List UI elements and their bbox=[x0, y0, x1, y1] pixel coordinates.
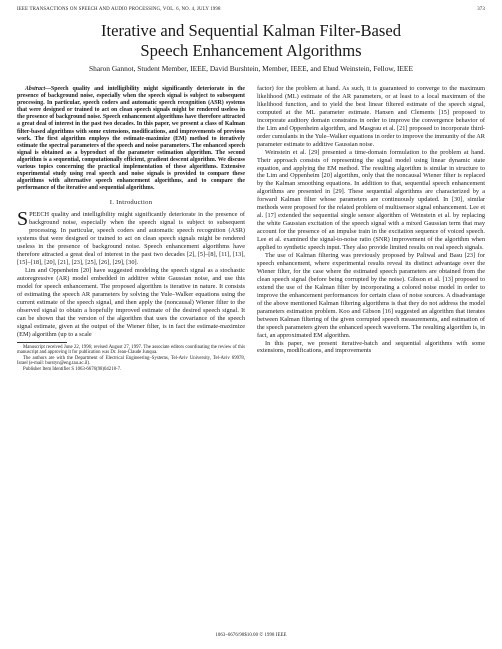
intro-paragraph-1 bbox=[17, 208, 245, 267]
footnote-divider bbox=[17, 342, 67, 343]
right-paragraph-3: The use of Kalman filtering was previously proposed by Paliwal and Basu [23] for speech enhancement, where experimental results reveal its distinct advantage over the Wiener filter, for the case where the estimated speech parameters are obtained from the clean speech signal (before being corrupted by the noise). Gibson et al. [13] proposed to extend the use of the Kalman filter by incorporating a colored noise model in order to improve the enhancement performances for certain class of noise sources. A disadvantage of the above mentioned Kalman filtering algorithms is that they do not address the model parameters estimation problem. Koo and Gibson [16] suggested an algorithm that iterates between Kalman filtering of the given corrupted speech measurements, and estimation of the speech parameters given the enhanced speech waveform. The resulting algorithm is, in fact, an approximated EM algorithm. bbox=[257, 252, 485, 339]
drop-cap: S bbox=[17, 208, 29, 231]
footnote-identifier: Publisher Item Identifier S 1063-6676(98)04218-7. bbox=[23, 366, 122, 372]
abstract-lead: Abstract bbox=[25, 86, 46, 92]
intro-paragraph-2: Lim and Oppenheim [20] have suggested modeling the speech signal as a stochastic autoregressive (AR) model embedded in additive white Gaussian noise, and use this model for speech enhancement. The proposed algorithm is iterative in nature. It consists of estimating the speech AR parameters by solving the Yule–Walker equations using the current estimate of the speech signal, and then apply the (noncausal) Wiener filter to the observed signal to obtain a hopefully improved estimate of the desired speech signal. It can be shown that the version of the algorithm that uses the covariance of the speech signal estimate, given at the output of the Wiener filter, is in fact the estimate-maximize (EM) algorithm (up to a scale bbox=[17, 267, 245, 338]
title-line-1: Iterative and Sequential Kalman Filter-Based bbox=[100, 21, 402, 40]
left-column bbox=[17, 86, 245, 373]
running-header bbox=[17, 7, 485, 15]
journal-header: IEEE TRANSACTIONS ON SPEECH AND AUDIO PROCESSING, VOL. 6, NO. 4, JULY 1998 bbox=[17, 7, 221, 12]
section-heading-introduction: I. Introduction bbox=[109, 199, 153, 207]
right-column bbox=[257, 85, 485, 355]
title-line-2: Speech Enhancement Algorithms bbox=[140, 41, 362, 60]
right-paragraph-2: Weinstein et al. [29] presented a time-domain formulation to the problem at hand. Their approach consists of representing the signal model using linear dynamic state equation, and applying the EM method. The resulting algorithm is similar in structure to the Lim and Oppenheim [20] algorithm, only that the noncausal Wiener filter is replaced by the Kalman smoothing equations. In addition to that, sequential speech enhancement algorithms are presented in [29]. These sequential algorithms are characterized by a forward Kalman filter whose parameters are continuously updated. In [30], similar methods were proposed for the related problem of multisensor signal enhancement. Lee et al. [17] extended the sequential single sensor algorithm of Weinstein et al. by replacing the white Gaussian excitation of the speech signal with a mixed Gaussian term that may account for the presence of an impulse train in the excitation sequence of voiced speech. Lee et al. examined the signal-to-noise ratio (SNR) improvement of the algorithm when applied to synthetic speech input. They also provide limited results on real speech signals. bbox=[257, 148, 485, 252]
abstract-text: —Speech quality and intelligibility might significantly deteriorate in the presence of background noise, especially when the speech signal is subject to subsequent processing. In particular, speech coders and automatic speech recognition (ASR) systems that were designed or trained to act on clean speech signals might be rendered useless in the presence of background noise. Speech enhancement algorithms have therefore attracted a great deal of interest in the past two decades. In this paper, we present a class of Kalman filter-based algorithms with some extensions, modifications, and improvements of previous work. The first algorithm employs the estimate-maximize (EM) method to iteratively estimate the spectral parameters of the speech and noise parameters. The enhanced speech signal is obtained as a byproduct of the parameter estimation algorithm. The second algorithm is a sequential, computationally efficient, gradient descent algorithm. We discuss various topics concerning the practical implementation of these algorithms. Extensive experimental study using real speech and noise signals is provided to compare these algorithms with alternative speech enhancement algorithms, and to compare the performance of the iterative and sequential algorithms. bbox=[17, 86, 245, 192]
footnote-manuscript: Manuscript received June 22, 1996; revised August 27, 1997. The associate editors coordinating the review of this manuscript and approving it for publication was Dr. Jean-Claude Junqua. bbox=[17, 344, 245, 356]
footnote-affiliation: The authors are with the Department of Electrical Engineering–Systems, Tel-Aviv University, Tel-Aviv 69978, Israel (e-mail: burstyn@eng.tau.ac.il). bbox=[17, 355, 245, 367]
copyright-line: 1063–6676/98$10.00 © 1998 IEEE bbox=[215, 633, 287, 638]
right-paragraph-4: In this paper, we present iterative-batch and sequential algorithms with some extensions, modifications, and improvements bbox=[257, 339, 485, 355]
right-paragraph-1: factor) for the problem at hand. As such, it is guaranteed to converge to the maximum likelihood (ML) estimate of the AR parameters, or at least to a local maximum of the likelihood function, and to yield the best linear filtered estimate of the speech signal, computed at the ML parameter estimate. Hansen and Clements [15] proposed to incorporate auditory domain constrains in order to improve the convergence behavior of the Lim and Oppenheim algorithm, and Masgrau et al. [21] proposed to incorporate third-order cumulants in the Yule–Walker equations in order to improve the immunity of the AR parameter estimate to additive Gaussian noise. bbox=[257, 85, 485, 148]
paper-title bbox=[0, 21, 502, 61]
page-number: 373 bbox=[477, 7, 485, 12]
intro-paragraph-1-text: PEECH quality and intelligibility might significantly deteriorate in the presence of background noise, especially when the speech signal is subject to subsequent processing. In particular, speech coders and automatic speech recognition (ASR) systems that were designed or trained to act on clean speech signals might be rendered useless in the presence of background noise. Speech enhancement algorithms have therefore attracted a great deal of interest in the past two decades [2], [5]–[8], [11], [13], [15]–[18], [20], [21], [23], [25], [26], [29], [30]. bbox=[17, 211, 245, 267]
author-list: Sharon Gannot, Student Member, IEEE, David Burshtein, Member, IEEE, and Ehud Weinstein, Fellow, IEEE bbox=[89, 64, 413, 73]
abstract bbox=[17, 86, 245, 192]
